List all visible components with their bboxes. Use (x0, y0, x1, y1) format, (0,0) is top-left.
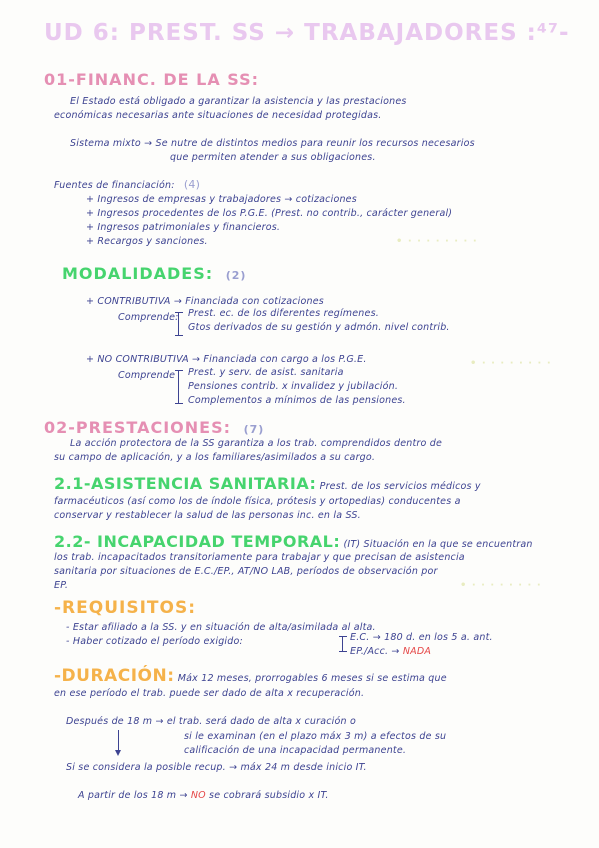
duracion-heading: -DURACIÓN: (54, 666, 175, 686)
section-heading-financiacion: 01-FINANC. DE LA SS: (44, 70, 259, 89)
fuentes-label-text: Fuentes de financiación: (54, 180, 175, 191)
sistema-mixto-line-1: Sistema mixto → Se nutre de distintos medios para reunir los recursos necesarios (70, 138, 475, 149)
asistencia-line-1-text: Prest. de los servicios médicos y (319, 481, 481, 492)
prestaciones-heading-text: 02-PRESTACIONES: (44, 418, 231, 437)
contributiva-heading: + CONTRIBUTIVA → Financiada con cotizaciones (86, 296, 324, 307)
requisito-option-ep-text: EP./Acc. → (350, 646, 403, 657)
contributiva-item: Gtos derivados de su gestión y admón. nivel contrib. (188, 322, 450, 333)
requisito-option-ec: E.C. → 180 d. en los 5 a. ant. (350, 632, 493, 643)
incapacidad-heading: 2.2- INCAPACIDAD TEMPORAL: (54, 532, 341, 551)
contributiva-item: Prest. ec. de los diferentes regímenes. (188, 308, 379, 319)
despues-line-3: calificación de una incapacidad permanente. (184, 745, 407, 756)
requisitos-heading: -REQUISITOS: (54, 598, 196, 618)
duracion-line-1 (54, 666, 447, 686)
nocontributiva-heading: + NO CONTRIBUTIVA → Financiada con cargo a los P.G.E. (86, 354, 367, 365)
fuente-item: + Recargos y sanciones. (86, 236, 208, 247)
nocontributiva-brace (178, 370, 179, 404)
prestaciones-heading (44, 418, 264, 437)
requisito-option-ep (350, 646, 431, 657)
requisito-item: - Haber cotizado el período exigido: (66, 636, 243, 647)
modalidades-heading (62, 264, 246, 283)
fuentes-label (54, 178, 200, 191)
financiacion-text-line-2: económicas necesarias ante situaciones de necesidad protegidas. (54, 110, 382, 121)
requisitos-brace (342, 636, 343, 652)
prestaciones-text-line-1: La acción protectora de la SS garantiza a los trab. comprendidos dentro de (70, 438, 443, 449)
prestaciones-count: (7) (243, 423, 265, 436)
asistencia-line-1 (54, 474, 481, 493)
recuperacion-line: Si se considera la posible recup. → máx 24 m desde inicio IT. (66, 762, 367, 773)
incapacidad-line-2: los trab. incapacitados transitoriamente para trabajar y que precisan de asistencia (54, 552, 465, 563)
asistencia-line-3: conservar y restablecer la salud de las personas inc. en la SS. (54, 510, 361, 521)
duracion-line-2: en ese período el trab. puede ser dado de alta x recuperación. (54, 688, 365, 699)
nocontributiva-item: Complementos a mínimos de las pensiones. (188, 395, 406, 406)
contributiva-comprende-label: Comprende: (118, 312, 179, 323)
duracion-line-1-text: Máx 12 meses, prorrogables 6 meses si se estima que (177, 673, 447, 684)
fuente-item: + Ingresos patrimoniales y financieros. (86, 222, 281, 233)
nocontributiva-item: Prest. y serv. de asist. sanitaria (188, 367, 344, 378)
incapacidad-line-4: EP. (54, 580, 69, 591)
financiacion-text-line-1: El Estado está obligado a garantizar la asistencia y las prestaciones (70, 96, 407, 107)
nocontributiva-comprende-label: Comprende (118, 370, 176, 381)
faint-bleed-text: • · · · · · · · · (396, 236, 478, 247)
requisito-option-ep-nada: NADA (402, 646, 432, 657)
faint-bleed-text: • · · · · · · · · (460, 580, 542, 591)
fuente-item: + Ingresos procedentes de los P.G.E. (Prest. no contrib., carácter general) (86, 208, 453, 219)
contributiva-brace (178, 312, 179, 336)
faint-bleed-text: • · · · · · · · · (470, 358, 552, 369)
a-partir-text-pre: A partir de los 18 m → (78, 790, 191, 801)
a-partir-text-post: se cobrará subsidio x IT. (205, 790, 329, 801)
incapacidad-line-3: sanitaria por situaciones de E.C./EP., AT/NO LAB, períodos de observación por (54, 566, 438, 577)
a-partir-no: NO (190, 790, 206, 801)
page-title: UD 6: PREST. SS → TRABAJADORES :⁴⁷- (44, 20, 570, 46)
sistema-mixto-line-2: que permiten atender a sus obligaciones. (170, 152, 376, 163)
incapacidad-line-1-text: (IT) Situación en la que se encuentran (343, 539, 533, 550)
modalidades-heading-text: MODALIDADES: (62, 264, 214, 283)
nocontributiva-item: Pensiones contrib. x invalidez y jubilación. (188, 381, 399, 392)
asistencia-line-2: farmacéuticos (así como los de índole física, prótesis y ortopedias) conducentes a (54, 496, 461, 507)
fuente-item: + Ingresos de empresas y trabajadores → cotizaciones (86, 194, 357, 205)
despues-line-1: Después de 18 m → el trab. será dado de alta x curación o (66, 716, 356, 727)
fuentes-count: (4) (183, 178, 201, 191)
incapacidad-line-1 (54, 532, 533, 551)
prestaciones-text-line-2: su campo de aplicación, y a los familiares/asimilados a su cargo. (54, 452, 376, 463)
requisito-item: - Estar afiliado a la SS. y en situación de alta/asimilada al alta. (66, 622, 376, 633)
modalidades-count: (2) (225, 269, 247, 282)
down-arrow-icon (118, 730, 119, 754)
despues-line-2: si le examinan (en el plazo máx 3 m) a efectos de su (184, 731, 447, 742)
asistencia-heading: 2.1-ASISTENCIA SANITARIA: (54, 474, 317, 493)
a-partir-line (78, 790, 329, 801)
